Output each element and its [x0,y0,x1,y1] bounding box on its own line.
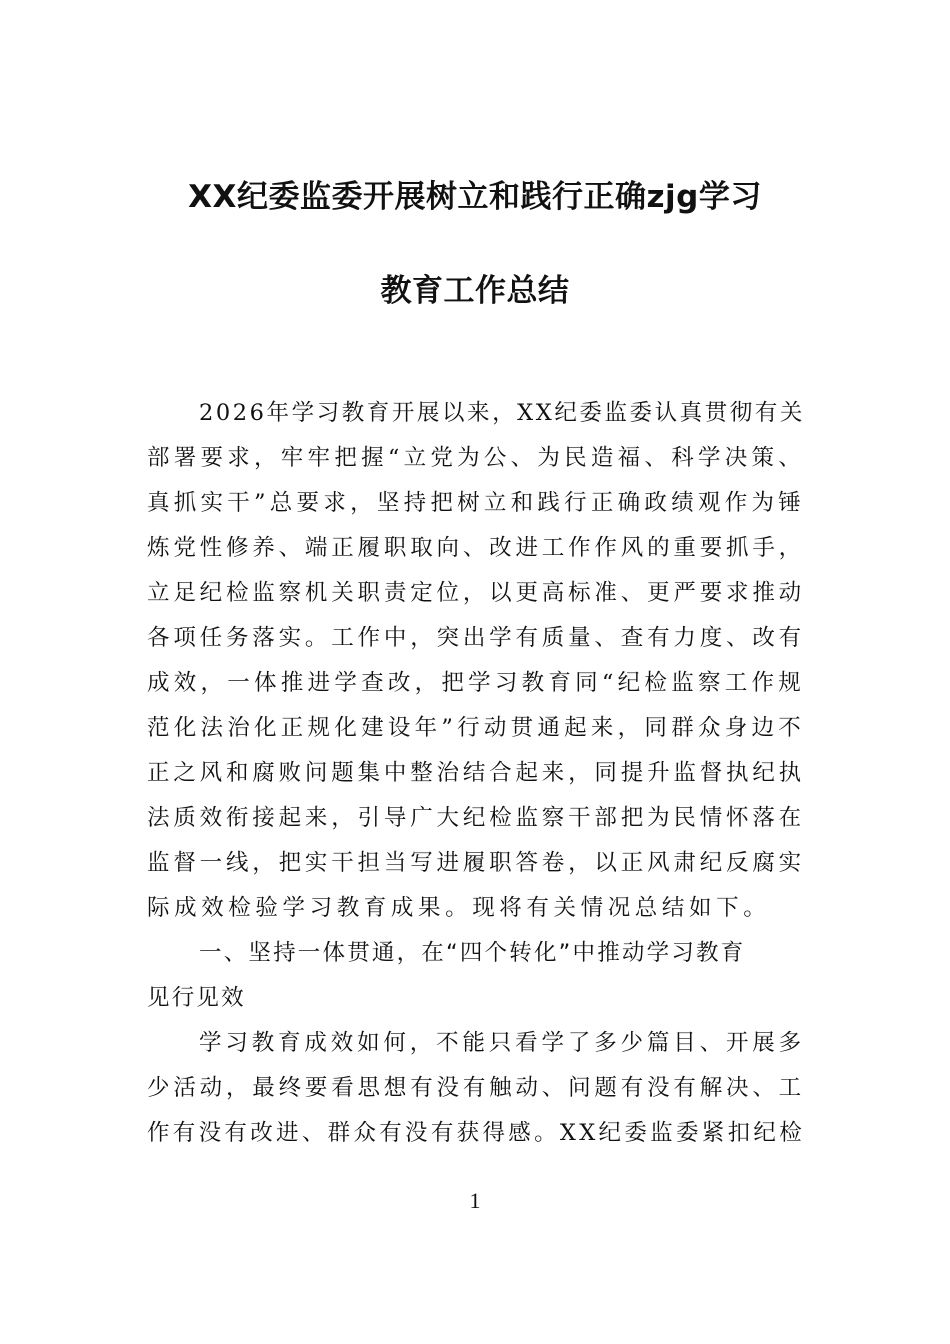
section-heading-line: 一、坚持一体贯通，在“四个转化”中推动学习教育 [199,940,746,966]
page-number: 1 [469,1188,481,1213]
document-title-line-1: XX纪委监委开展树立和践行正确zjg学习 [188,179,762,215]
body-line: 少活动，最终要看思想有没有触动、问题有没有解决、工 [147,1075,805,1101]
body-line: 法质效衔接起来，引导广大纪检监察干部把为民情怀落在 [147,805,805,831]
section-heading-line: 见行见效 [147,985,246,1011]
body-line: 学习教育成效如何，不能只看学了多少篇目、开展多 [199,1030,805,1056]
body-line: 立足纪检监察机关职责定位，以更高标准、更严要求推动 [147,580,805,606]
body-line: 部署要求，牢牢把握“立党为公、为民造福、科学决策、 [147,445,805,471]
body-line: 2026年学习教育开展以来，XX纪委监委认真贯彻有关 [199,400,805,426]
body-line: 作有没有改进、群众有没有获得感。XX纪委监委紧扣纪检 [147,1120,805,1146]
body-line: 际成效检验学习教育成果。现将有关情况总结如下。 [147,895,771,921]
body-line: 各项任务落实。工作中，突出学有质量、查有力度、改有 [147,625,805,651]
document-title-line-2: 教育工作总结 [380,273,570,309]
body-line: 成效，一体推进学查改，把学习教育同“纪检监察工作规 [147,670,805,696]
body-line: 监督一线，把实干担当写进履职答卷，以正风肃纪反腐实 [147,850,805,876]
body-line: 范化法治化正规化建设年”行动贯通起来，同群众身边不 [147,715,805,741]
body-line: 真抓实干”总要求，坚持把树立和践行正确政绩观作为锤 [147,490,805,516]
body-line: 炼党性修养、端正履职取向、改进工作作风的重要抓手， [147,535,805,561]
body-line: 正之风和腐败问题集中整治结合起来，同提升监督执纪执 [147,760,805,786]
